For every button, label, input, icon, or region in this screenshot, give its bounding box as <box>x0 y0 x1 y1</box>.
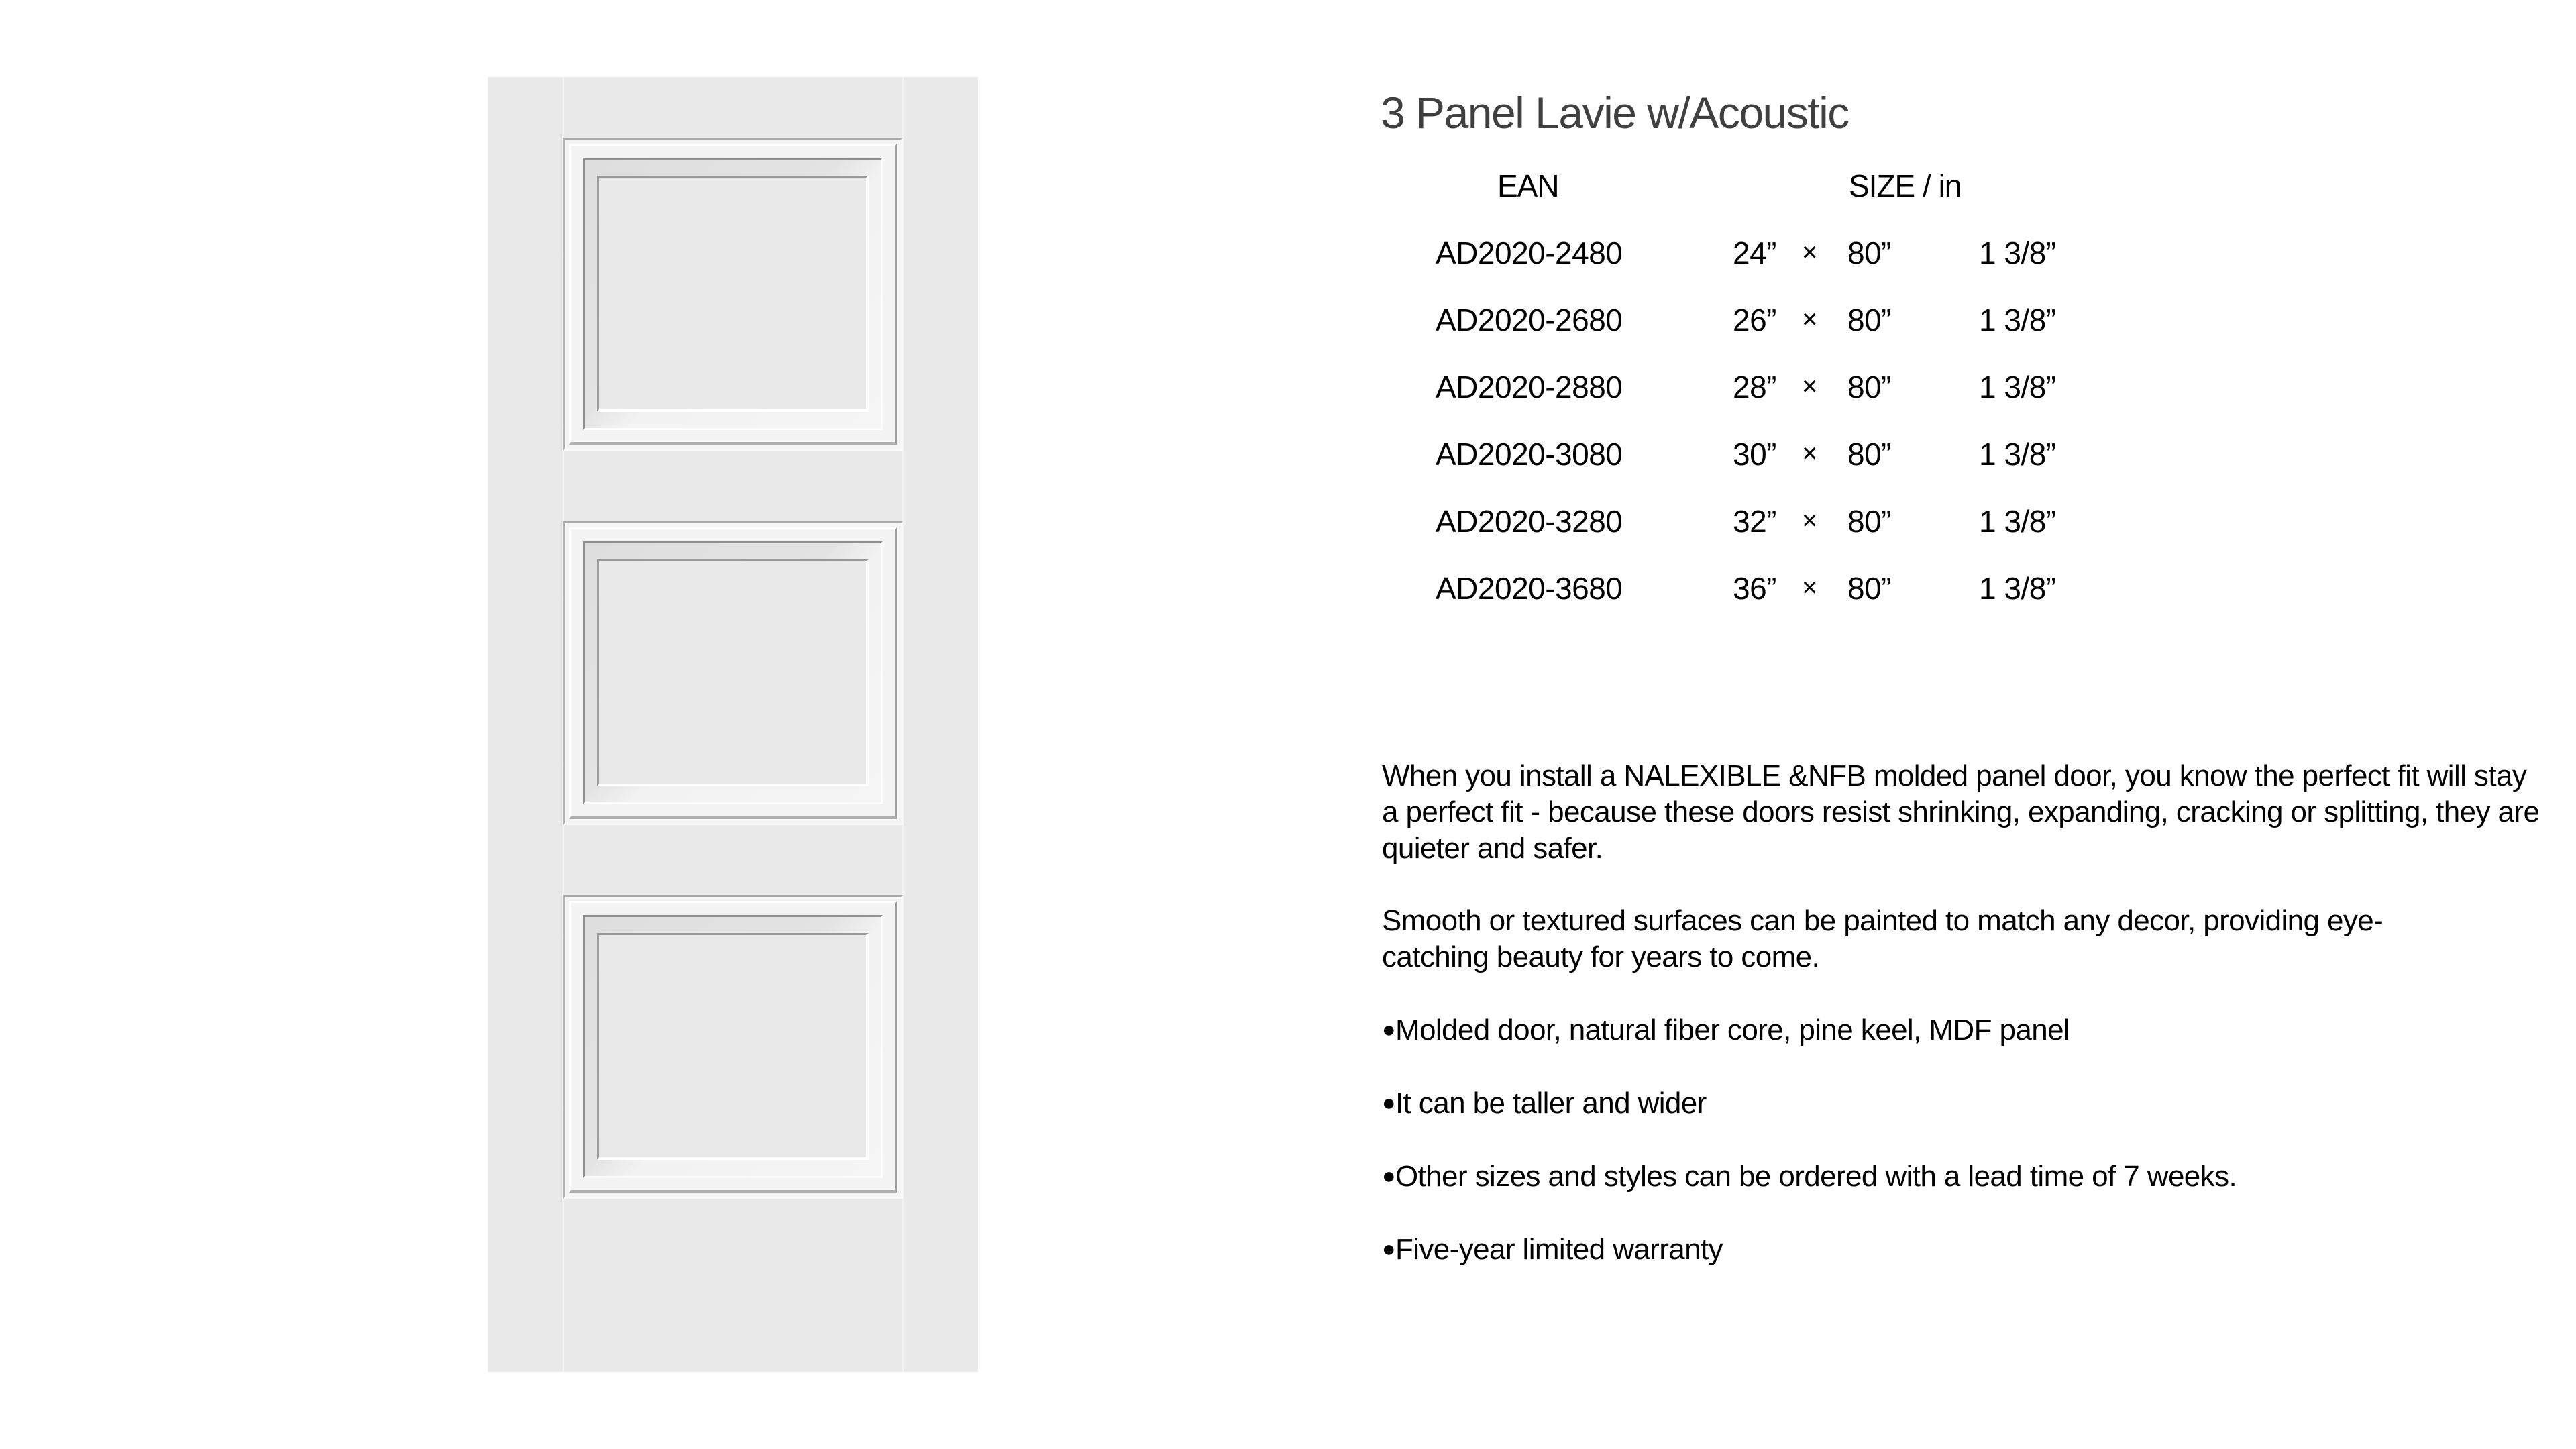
times-sign: × <box>1802 573 1817 602</box>
product-title: 3 Panel Lavie w/Acoustic <box>1381 88 1849 138</box>
feature-bullet <box>1382 1231 2549 1268</box>
door-panel-middle <box>563 521 903 825</box>
description-paragraph: When you install a NALEXIBLE &NFB molded panel door, you know the perfect fit will stay a perfect fit - because these doors resist shrinking, expanding, cracking or splitting, they are quieter and safer. <box>1382 759 2540 865</box>
feature-bullet <box>1382 1158 2549 1195</box>
bullet-icon: ● <box>1382 1017 1395 1042</box>
door-thickness: 1 3/8” <box>1979 303 2056 337</box>
table-row <box>0 302 2576 342</box>
table-row <box>0 436 2576 476</box>
product-description <box>1382 758 2549 1304</box>
door-thickness: 1 3/8” <box>1979 235 2056 270</box>
ean-code: AD2020-3080 <box>1436 437 1623 472</box>
ean-code: AD2020-3280 <box>1436 504 1623 539</box>
door-height: 80” <box>1847 303 1891 337</box>
column-header-ean: EAN <box>1497 168 1559 203</box>
door-thickness: 1 3/8” <box>1979 437 2056 472</box>
feature-bullet <box>1382 1012 2549 1049</box>
door-panel-bottom <box>563 895 903 1199</box>
column-header-size: SIZE / in <box>1849 168 1962 203</box>
feature-text: Five-year limited warranty <box>1395 1233 1723 1266</box>
ean-code: AD2020-2880 <box>1436 370 1623 405</box>
table-row <box>0 570 2576 610</box>
feature-text: Molded door, natural fiber core, pine keel, MDF panel <box>1395 1014 2070 1046</box>
ean-code: AD2020-3680 <box>1436 571 1623 606</box>
times-sign: × <box>1802 305 1817 334</box>
door-width: 26” <box>1733 303 1776 337</box>
ean-code: AD2020-2480 <box>1436 235 1623 270</box>
ean-code: AD2020-2680 <box>1436 303 1623 337</box>
times-sign: × <box>1802 439 1817 468</box>
description-paragraph: Smooth or textured surfaces can be painted to match any decor, providing eye-catching beauty for years to come. <box>1382 904 2383 973</box>
door-height: 80” <box>1847 370 1891 405</box>
door-height: 80” <box>1847 571 1891 606</box>
door-thickness: 1 3/8” <box>1979 370 2056 405</box>
door-width: 24” <box>1733 235 1776 270</box>
door-thickness: 1 3/8” <box>1979 571 2056 606</box>
door-width: 30” <box>1733 437 1776 472</box>
table-row <box>0 503 2576 543</box>
times-sign: × <box>1802 372 1817 401</box>
times-sign: × <box>1802 237 1817 267</box>
bullet-icon: ● <box>1382 1163 1395 1189</box>
bullet-icon: ● <box>1382 1090 1395 1116</box>
feature-text: Other sizes and styles can be ordered with a lead time of 7 weeks. <box>1395 1160 2237 1193</box>
door-height: 80” <box>1847 504 1891 539</box>
door-width: 36” <box>1733 571 1776 606</box>
table-row <box>0 369 2576 409</box>
door-thickness: 1 3/8” <box>1979 504 2056 539</box>
feature-bullet <box>1382 1085 2549 1122</box>
table-row <box>0 235 2576 275</box>
times-sign: × <box>1802 506 1817 535</box>
feature-text: It can be taller and wider <box>1395 1087 1707 1120</box>
bullet-icon: ● <box>1382 1236 1395 1262</box>
door-height: 80” <box>1847 235 1891 270</box>
door-width: 32” <box>1733 504 1776 539</box>
door-height: 80” <box>1847 437 1891 472</box>
door-width: 28” <box>1733 370 1776 405</box>
